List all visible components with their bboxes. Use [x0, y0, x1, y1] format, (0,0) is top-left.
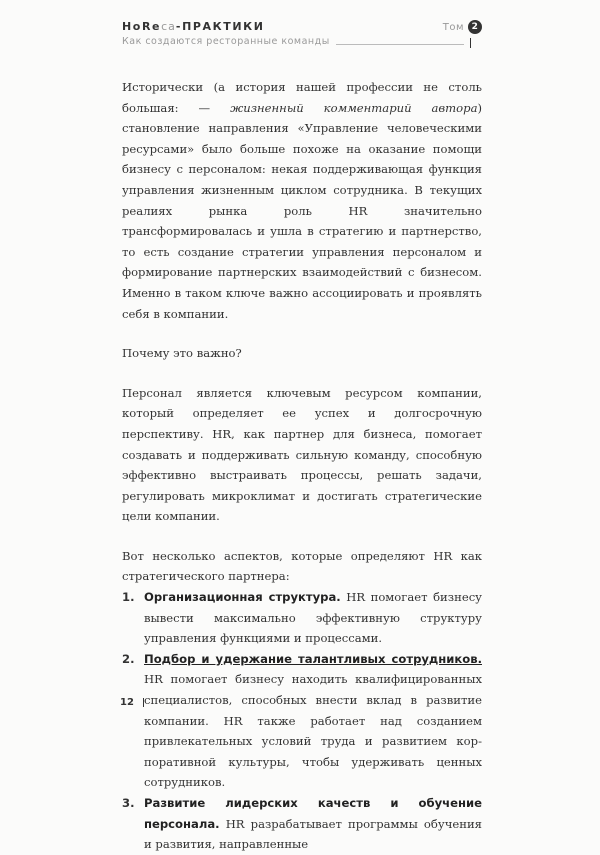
list-item [122, 649, 482, 793]
book-series-title [122, 20, 265, 33]
header-rule [336, 44, 464, 45]
list-item-number: 1. [122, 590, 135, 605]
brand-ca: ca [161, 20, 176, 33]
volume-indicator [443, 20, 482, 34]
list-item-text: HR помогает бизнесу находить квалифицированных специалистов, способных внести вклад в развитие компании. HR также работает над созданием привлекательных условий труда и развитием корпоративной культуры, чтобы удерживать ценных сотрудников. [144, 672, 482, 790]
volume-label: Том [442, 22, 464, 33]
page-number: 12 [120, 697, 134, 708]
list-item [122, 587, 482, 649]
paragraph-aspects-intro: Вот несколько аспектов, которые определяют HR как стратегического партнера: [122, 548, 482, 584]
paragraph-history-part-a: Исторически (а история нашей профессии не столь большая: — [122, 80, 482, 115]
footer-tick-mark [143, 698, 144, 707]
list-item-heading: Подбор и удержание талантливых сотрудников. [144, 651, 482, 666]
aspects-list [122, 587, 482, 855]
brand-ho: Ho [122, 20, 142, 33]
paragraph-question: Почему это важно? [122, 346, 242, 361]
volume-number-badge: 2 [468, 20, 482, 34]
paragraph-personnel: Персонал является ключевым ресурсом компании, который определяет ее успех и долгосрочную перспективу. HR, как партнер для бизнеса, помогает создавать и поддерживать сильную команду, способную эффективно выстраивать процессы, решать задачи, регулировать микроклимат и достигать стратегические цели компании. [122, 385, 482, 524]
list-item-text: HR помогает бизнесу вывести максимально эффективную структуру управления функциями и процессами. [144, 590, 483, 646]
running-header [122, 20, 482, 60]
list-item-heading: Организационная структура. [144, 590, 341, 605]
paragraph-history-part-b: ) становление направления «Управление человеческими ресурсами» было больше похоже на оказание помощи бизнесу с персоналом: некая поддерживающая функция управления жизненным циклом сотрудника. В текущих реалиях рынка роль HR значительно трансформировалась и ушла в стратегию и партнерство, то есть создание стратегии управления персоналом и формирование партнерских взаимодействий с бизнесом. Именно в таком ключе важно ассоциировать и проявлять себя в компании. [122, 100, 483, 321]
list-item [122, 793, 482, 855]
author-comment-italic: жизненный комментарий автора [230, 100, 478, 115]
list-item-number: 2. [122, 651, 135, 666]
list-item-number: 3. [122, 796, 135, 810]
header-tick-mark [470, 38, 471, 48]
page-body [122, 77, 482, 855]
book-subtitle: Как создаются ресторанные команды [122, 36, 330, 47]
brand-re: Re [141, 20, 162, 33]
brand-rest: -ПРАКТИКИ [175, 20, 265, 33]
list-item-text: HR разрабатывает программы обучения и развития, направленные [144, 816, 482, 852]
list-item-heading: Развитие лидерских качеств и обучение персонала. [144, 796, 482, 831]
paragraph-history [122, 77, 482, 324]
